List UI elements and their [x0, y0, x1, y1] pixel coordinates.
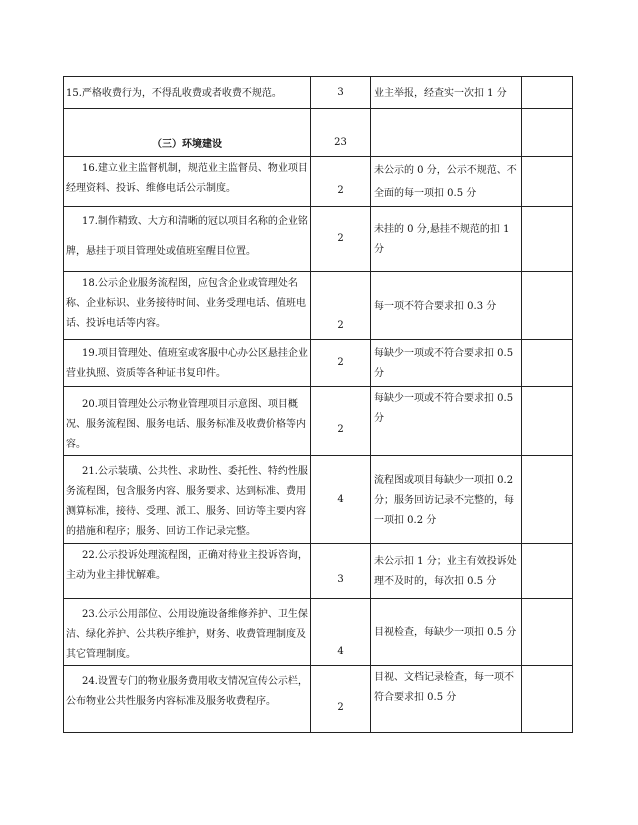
remark-cell: [522, 207, 573, 272]
item-text: 19.项目管理处、值班室或客服中心办公区悬挂企业营业执照、资质等各种证书复印件。: [64, 340, 311, 387]
table-row: [64, 77, 573, 109]
rule-text: 每一项不符合要求扣 0.3 分: [371, 272, 522, 340]
item-text: 24.设置专门的物业服务费用收支情况宣传公示栏，公布物业公共性服务内容标准及服务收费程序。: [64, 666, 311, 733]
rule-text: 目视检查，每缺少一项扣 0.5 分: [371, 599, 522, 666]
table-row: [64, 207, 573, 272]
score-cell: 3: [311, 77, 371, 109]
score-cell: 2: [311, 387, 371, 456]
score-cell: 2: [311, 340, 371, 387]
score-cell: 4: [311, 599, 371, 666]
item-text: 23.公示公用部位、公用设施设备维修养护、卫生保洁、绿化养护、公共秩序维护，财务、收费管理制度及其它管理制度。: [64, 599, 311, 666]
table-row: [64, 456, 573, 544]
score-cell: 2: [311, 207, 371, 272]
section-row: [64, 109, 573, 157]
rule-cell: [371, 109, 522, 157]
remark-cell: [522, 157, 573, 207]
rule-text: 业主举报，经查实一次扣 1 分: [371, 77, 522, 109]
item-text: 15.严格收费行为，不得乱收费或者收费不规范。: [64, 77, 311, 109]
remark-cell: [522, 109, 573, 157]
score-cell: 2: [311, 666, 371, 733]
table-row: [64, 340, 573, 387]
remark-cell: [522, 340, 573, 387]
item-text: 18.公示企业服务流程图，应包含企业或管理处名称、企业标识、业务接待时间、业务受理电话、值班电话、投诉电话等内容。: [64, 272, 311, 340]
rule-text: 目视、文档记录检查，每一项不符合要求扣 0.5 分: [371, 666, 522, 733]
score-cell: 2: [311, 157, 371, 207]
rule-text: 未挂的 0 分,悬挂不规范的扣 1 分: [371, 207, 522, 272]
remark-cell: [522, 387, 573, 456]
rule-text: 未公示的 0 分，公示不规范、不全面的每一项扣 0.5 分: [371, 157, 522, 207]
score-cell: 23: [311, 109, 371, 157]
score-cell: 3: [311, 544, 371, 599]
remark-cell: [522, 272, 573, 340]
rule-text: 每缺少一项或不符合要求扣 0.5 分: [371, 340, 522, 387]
table-row: [64, 272, 573, 340]
item-text: 17.制作精致、大方和清晰的冠以项目名称的企业铭牌，悬挂于项目管理处或值班室醒目位置。: [64, 207, 311, 272]
item-text: 16.建立业主监督机制，规范业主监督员、物业项目经理资料、投诉、维修电话公示制度。: [64, 157, 311, 207]
item-text: 20.项目管理处公示物业管理项目示意图、项目概况、服务流程图、服务电话、服务标准及收费价格等内容。: [64, 387, 311, 456]
rule-text: 未公示扣 1 分；业主有效投诉处理不及时的，每次扣 0.5 分: [371, 544, 522, 599]
section-title: （三）环境建设: [64, 109, 311, 157]
remark-cell: [522, 666, 573, 733]
item-text: 21.公示装璜、公共性、求助性、委托性、特约性服务流程图，包含服务内容、服务要求、达到标准、费用测算标准，接待、受理、派工、服务、回访等主要内容的措施和程序；服务、回访工作记录完整。: [64, 456, 311, 544]
score-cell: 4: [311, 456, 371, 544]
rule-text: 流程图或项目每缺少一项扣 0.2 分；服务回访记录不完整的，每一项扣 0.2 分: [371, 456, 522, 544]
remark-cell: [522, 599, 573, 666]
score-cell: 2: [311, 272, 371, 340]
table-row: [64, 387, 573, 456]
remark-cell: [522, 77, 573, 109]
remark-cell: [522, 456, 573, 544]
remark-cell: [522, 544, 573, 599]
scoring-table: [63, 76, 573, 733]
table-row: [64, 666, 573, 733]
table-row: [64, 599, 573, 666]
table-row: [64, 544, 573, 599]
rule-text: 每缺少一项或不符合要求扣 0.5 分: [371, 387, 522, 456]
table-row: [64, 157, 573, 207]
item-text: 22.公示投诉处理流程图，正确对待业主投诉咨询，主动为业主排忧解难。: [64, 544, 311, 599]
